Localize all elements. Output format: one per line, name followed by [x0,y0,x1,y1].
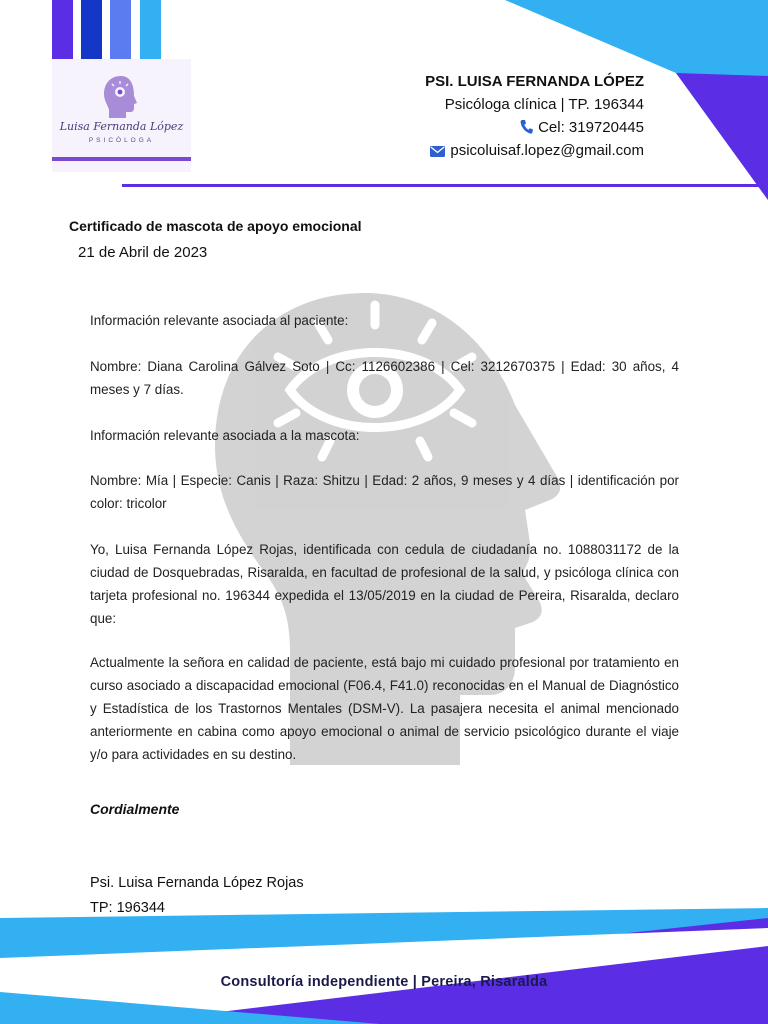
patient-details: Nombre: Diana Carolina Gálvez Soto | Cc: 1126602386 | Cel: 3212670375 | Edad: 30 años, 4 meses y 7 días. [90,359,679,397]
header-title: Psicóloga clínica | TP. 196344 [444,96,644,113]
header-divider [122,184,768,187]
declaration-paragraph: Yo, Luisa Fernanda López Rojas, identificada con cedula de ciudadanía no. 1088031172 de la ciudad de Dosquebradas, Risaralda, en facultad de profesional de la salud, y psicóloga clínica con tarjeta profesional no. 196344 expedida el 13/05/2019 en la ciudad de Pereira, Risaralda, declaro que: [90,542,679,626]
brain-head-logo-icon [100,74,142,120]
logo-script-name: Luisa Fernanda López [59,120,184,133]
pet-info-label: Información relevante asociada a la mascota: [90,428,360,443]
pet-details: Nombre: Mía | Especie: Canis | Raza: Shitzu | Edad: 2 años, 9 meses y 4 días | identificación por color: tricolor [90,473,679,511]
footer-text: Consultoría independiente | Pereira, Risaralda [220,974,548,990]
header-phone-text: Cel: 319720445 [538,119,644,136]
document-title: Certificado de mascota de apoyo emocional [69,218,362,234]
logo-underline [52,157,191,161]
logo-stripes [52,0,191,59]
envelope-icon [430,146,445,157]
statement-paragraph: Actualmente la señora en calidad de paciente, está bajo mi cuidado profesional por tratamiento en curso asociado a discapacidad emocional (F06.4, F41.0) reconocidas en el Manual de Diagnóstico y Estadística de los Trastornos Mentales (DSM-V). La pasajera necesita el animal mencionado anteriormente en cabina como apoyo emocional o animal de servicio psicológico durante el viaje y/o para actividades en su destino. [90,655,679,762]
logo-role: PSICÓLOGA [88,137,155,144]
header-email [430,142,644,159]
signature-license: TP: 196344 [90,900,165,916]
document-date: 21 de Abril de 2023 [78,244,208,261]
closing: Cordialmente [90,801,180,817]
phone-icon [520,119,533,134]
signature-name: Psi. Luisa Fernanda López Rojas [90,875,304,891]
top-right-purple-shape [676,73,768,200]
header-phone [520,119,644,136]
patient-info-label: Información relevante asociada al paciente: [90,313,349,328]
header-name: PSI. LUISA FERNANDA LÓPEZ [425,73,644,90]
header-email-text: psicoluisaf.lopez@gmail.com [450,142,644,159]
